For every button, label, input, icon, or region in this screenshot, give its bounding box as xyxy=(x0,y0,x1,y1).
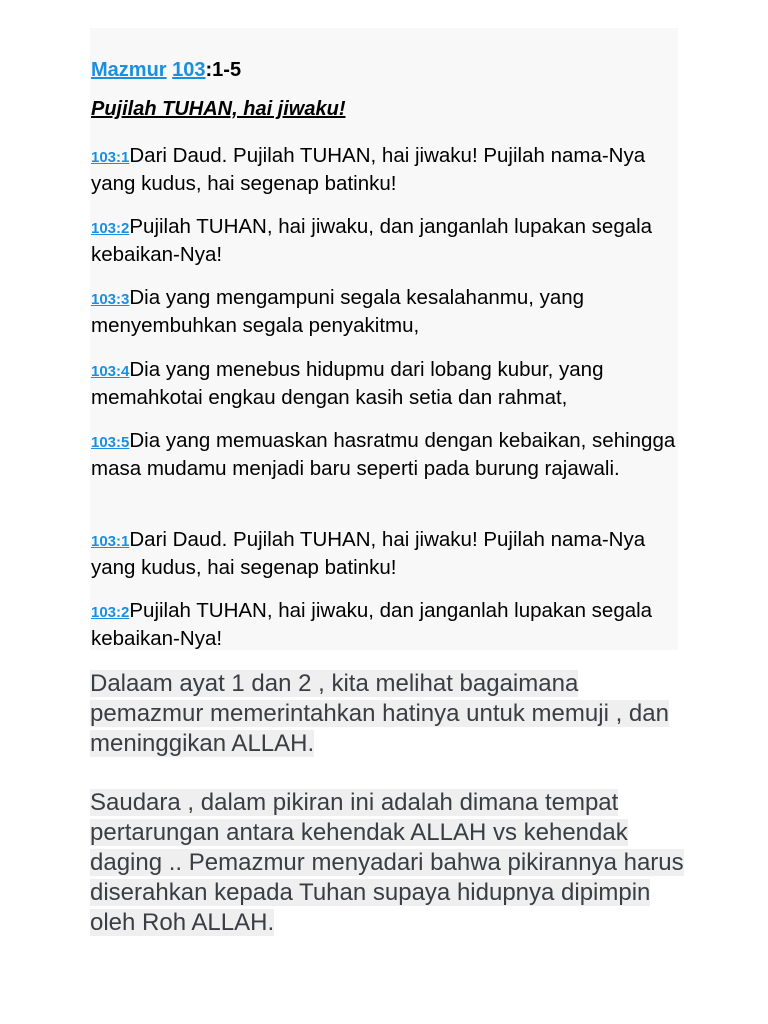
commentary-paragraph xyxy=(90,669,690,759)
verse-ref-link[interactable]: 103:2 xyxy=(91,220,130,237)
verse xyxy=(91,428,677,482)
verse xyxy=(91,285,677,339)
verse xyxy=(91,527,677,581)
verse-text: Dari Daud. Pujilah TUHAN, hai jiwaku! Pujilah nama-Nya yang kudus, hai segenap batinku! xyxy=(91,144,646,195)
verse xyxy=(91,143,677,197)
verse xyxy=(91,598,677,652)
verse xyxy=(91,357,677,411)
verse-ref-link[interactable]: 103:1 xyxy=(91,533,130,550)
passage-subtitle: Pujilah TUHAN, hai jiwaku! xyxy=(91,98,346,120)
verse-text: Dari Daud. Pujilah TUHAN, hai jiwaku! Pujilah nama-Nya yang kudus, hai segenap batinku! xyxy=(91,528,646,579)
book-link[interactable]: Mazmur xyxy=(91,59,167,81)
verse-range: :1-5 xyxy=(205,59,242,81)
verse-ref-link[interactable]: 103:3 xyxy=(91,291,130,308)
verse-ref-link[interactable]: 103:5 xyxy=(91,434,130,451)
verse xyxy=(91,214,677,268)
verse-ref-link[interactable]: 103:2 xyxy=(91,604,130,621)
verse-text: Pujilah TUHAN, hai jiwaku, dan janganlah lupakan segala kebaikan-Nya! xyxy=(91,599,653,650)
commentary-paragraph xyxy=(90,788,690,938)
verse-text: Dia yang memuaskan hasratmu dengan kebaikan, sehingga masa mudamu menjadi baru seperti pada burung rajawali. xyxy=(91,429,676,480)
commentary-text: Saudara , dalam pikiran ini adalah dimana tempat pertarungan antara kehendak ALLAH vs kehendak daging .. Pemazmur menyadari bahwa pikirannya harus diserahkan kepada Tuhan supaya hidupnya dipimpin oleh Roh ALLAH. xyxy=(90,789,684,936)
verse-text: Dia yang menebus hidupmu dari lobang kubur, yang memahkotai engkau dengan kasih setia dan rahmat, xyxy=(91,358,604,409)
passage-heading xyxy=(91,57,241,83)
verse-ref-link[interactable]: 103:1 xyxy=(91,149,130,166)
verse-text: Pujilah TUHAN, hai jiwaku, dan janganlah lupakan segala kebaikan-Nya! xyxy=(91,215,653,266)
verse-text: Dia yang mengampuni segala kesalahanmu, yang menyembuhkan segala penyakitmu, xyxy=(91,286,585,337)
commentary-text: Dalaam ayat 1 dan 2 , kita melihat bagaimana pemazmur memerintahkan hatinya untuk memuji , dan meninggikan ALLAH. xyxy=(90,670,669,757)
verse-ref-link[interactable]: 103:4 xyxy=(91,363,130,380)
chapter-link[interactable]: 103 xyxy=(172,59,206,81)
